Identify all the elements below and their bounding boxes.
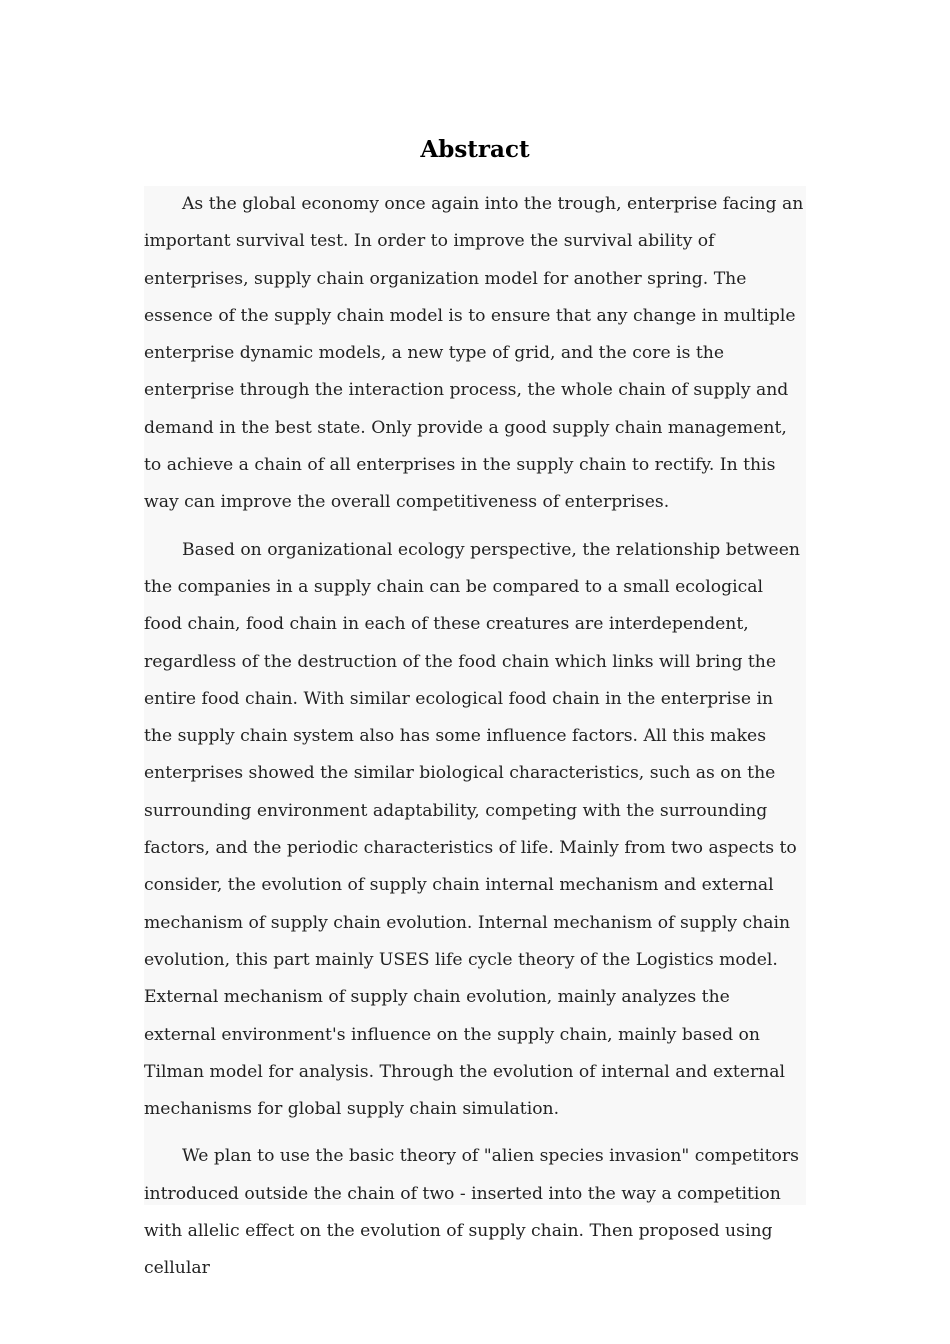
paragraph-3: We plan to use the basic theory of "alien species invasion" competitors introduced outside the chain of two - inserted into the way a competition with allelic effect on the evolution of supply chain. Then proposed using cellular <box>144 1146 799 1279</box>
page-title: Abstract <box>420 136 530 163</box>
abstract-body <box>144 186 806 1279</box>
paragraph-2: Based on organizational ecology perspective, the relationship between the companies in a supply chain can be compared to a small ecological food chain, food chain in each of these creatures are interdependent, regardless of the destruction of the food chain which links will bring the entire food chain. With similar ecological food chain in the enterprise in the supply chain system also has some influence factors. All this makes enterprises showed the similar biological characteristics, such as on the surrounding environment adaptability, competing with the surrounding factors, and the periodic characteristics of life. Mainly from two aspects to consider, the evolution of supply chain internal mechanism and external mechanism of supply chain evolution. Internal mechanism of supply chain evolution, this part mainly USES life cycle theory of the Logistics model. External mechanism of supply chain evolution, mainly analyzes the external environment's influence on the supply chain, mainly based on Tilman model for analysis. Through the evolution of internal and external mechanisms for global supply chain simulation. <box>144 539 800 1120</box>
paragraph-1: As the global economy once again into the trough, enterprise facing an important survival test. In order to improve the survival ability of enterprises, supply chain organization model for another spring. The essence of the supply chain model is to ensure that any change in multiple enterprise dynamic models, a new type of grid, and the core is the enterprise through the interaction process, the whole chain of supply and demand in the best state. Only provide a good supply chain management, to achieve a chain of all enterprises in the supply chain to rectify. In this way can improve the overall competitiveness of enterprises. <box>144 194 804 513</box>
